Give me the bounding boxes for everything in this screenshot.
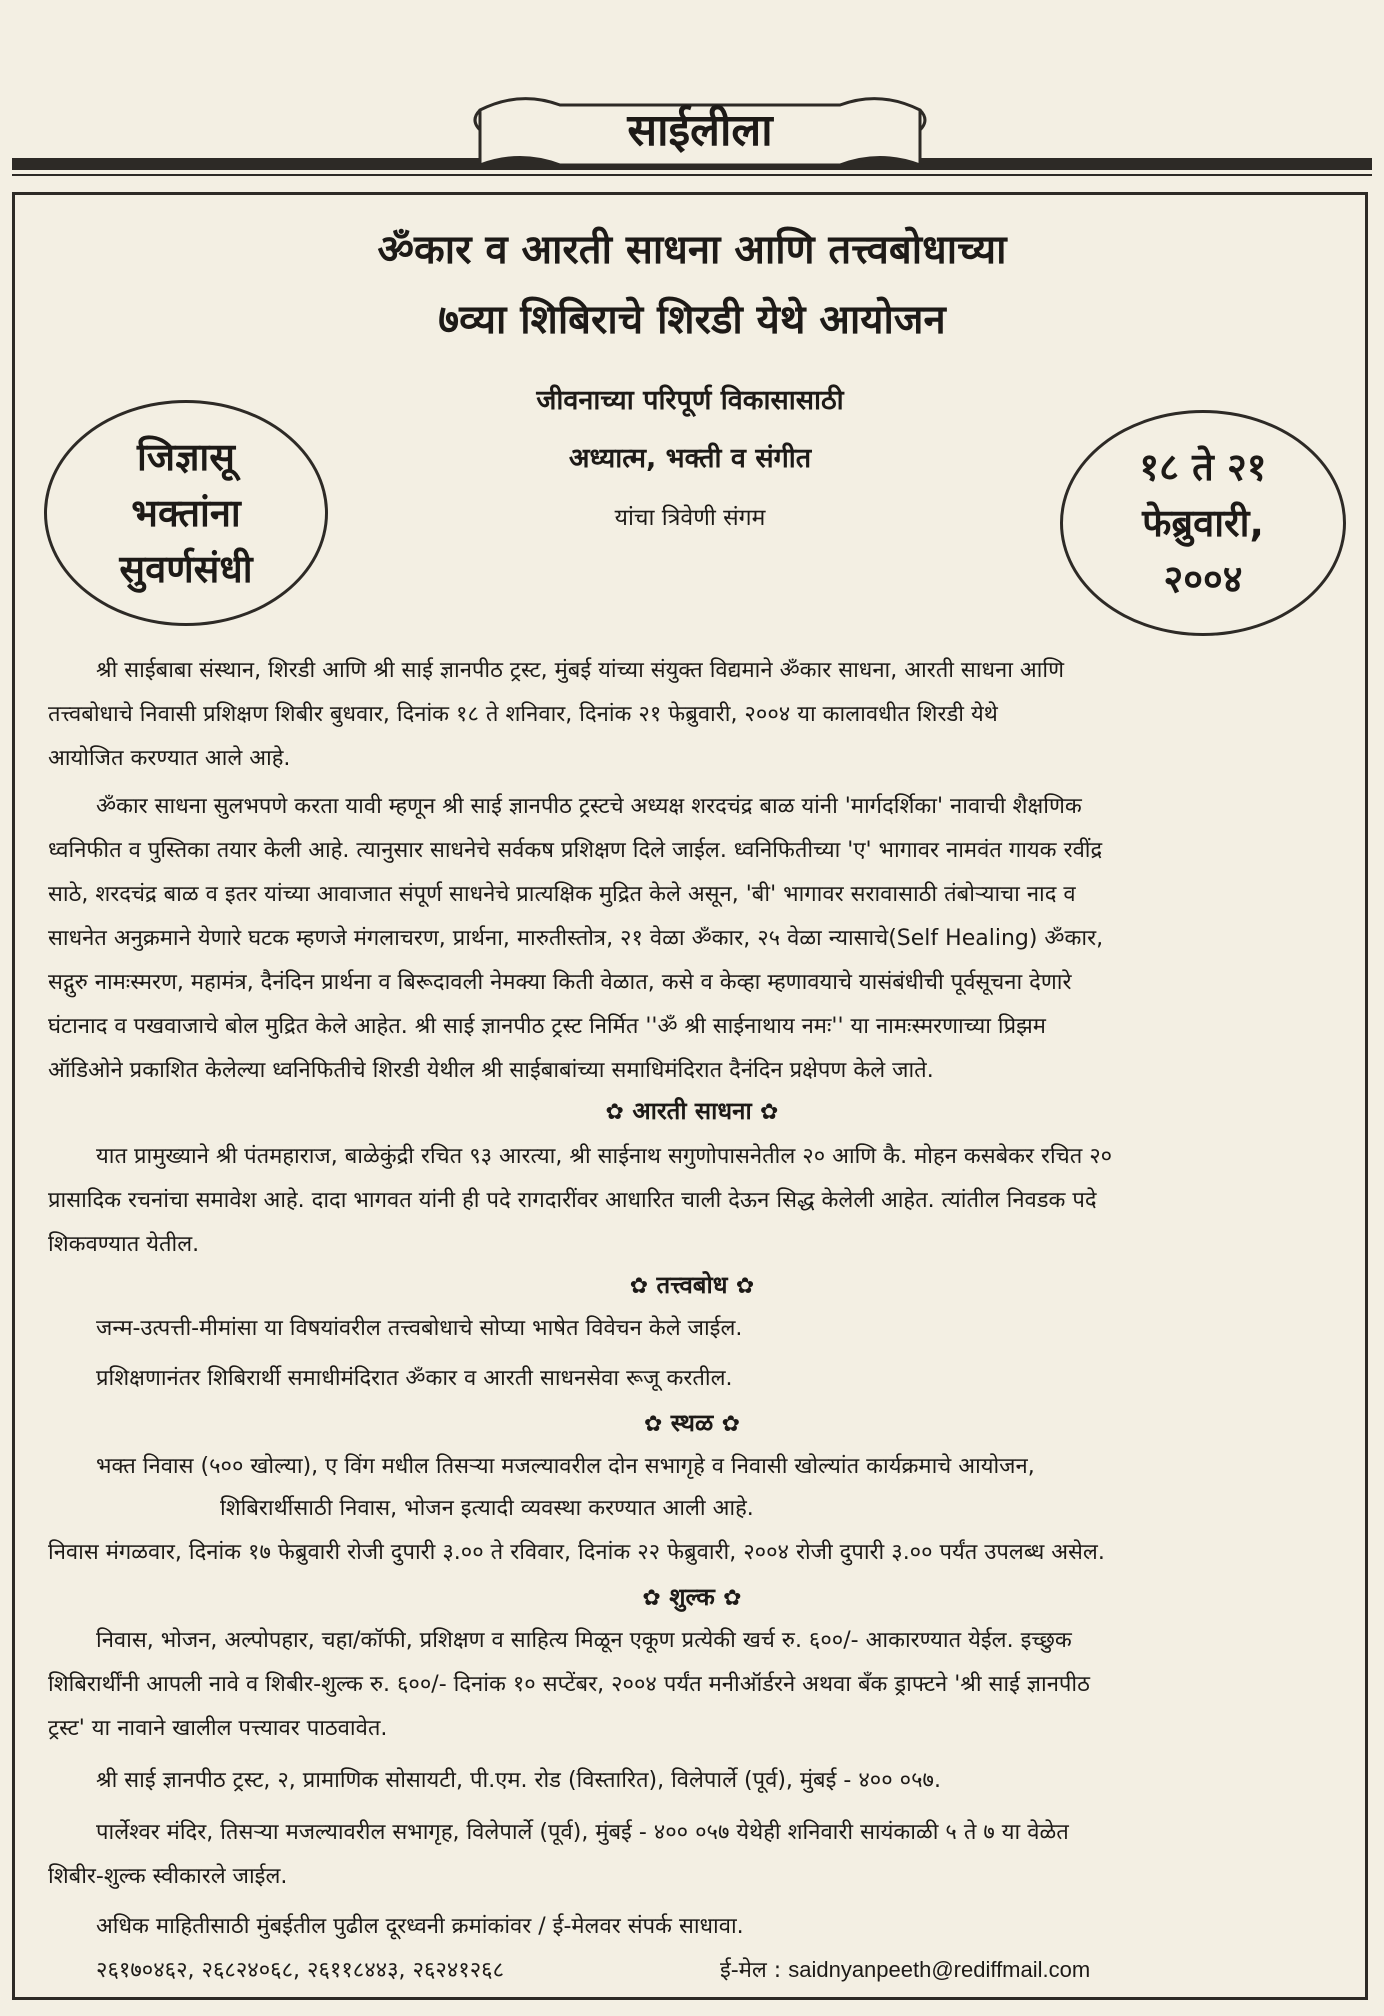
contact-intro: अधिक माहितीसाठी मुंबईतील पुढील दूरध्वनी क्रमांकांवर / ई-मेलवर संपर्क साधावा.	[96, 1914, 744, 1939]
aarti-heading-text: आरती साधना	[632, 1097, 752, 1125]
tattvabodh-heading-text: तत्त्वबोध	[656, 1271, 728, 1299]
left-oval-line-3: सुवर्णसंधी	[119, 547, 253, 591]
flower-icon: ✿	[629, 1274, 649, 1299]
omkar-line: घंटानाद व पखवाजाचे बोल मुद्रित केले आहेत. श्री साई ज्ञानपीठ ट्रस्ट निर्मित ''ॐ श्री साईनाथाय नमः'' या नामःस्मरणाच्या प्रिझम	[48, 1014, 1046, 1039]
masthead-title: साईलीला	[627, 105, 773, 156]
tagline-line-3: यांचा त्रिवेणी संगम	[614, 505, 766, 531]
flower-icon: ✿	[642, 1586, 661, 1611]
fee-line: शिबिरार्थींनी आपली नावे व शिबीर-शुल्क रु. ६००/- दिनांक १० सप्टेंबर, २००४ पर्यंत मनीऑर्डरने अथवा बँक ड्राफ्टने 'श्री साई ज्ञानपीठ	[48, 1672, 1090, 1697]
fee-alt-line: शिबीर-शुल्क स्वीकारले जाईल.	[48, 1864, 288, 1889]
omkar-line: साठे, शरदचंद्र बाळ व इतर यांच्या आवाजात संपूर्ण साधनेचे प्रात्यक्षिक मुद्रित केले असून, 'बी' भागावर सरावासाठी तंबोऱ्याचा नाद व	[48, 882, 1076, 907]
left-oval-line-2: भक्तांना	[131, 491, 241, 535]
headline-line-1: ॐकार व आरती साधना आणि तत्त्वबोधाच्या	[377, 227, 1007, 273]
fee-alt-line: पार्लेश्वर मंदिर, तिसऱ्या मजल्यावरील सभागृह, विलेपार्ले (पूर्व), मुंबई - ४०० ०५७ येथेही शनिवारी सायंकाळी ५ ते ७ या वेळेत	[96, 1820, 1069, 1845]
flower-icon: ✿	[643, 1412, 663, 1437]
fee-address: श्री साई ज्ञानपीठ ट्रस्ट, २, प्रामाणिक सोसायटी, पी.एम. रोड (विस्तारित), विलेपार्ले (पूर्व), मुंबई - ४०० ०५७.	[96, 1768, 941, 1793]
venue-line-3: निवास मंगळवार, दिनांक १७ फेब्रुवारी रोजी दुपारी ३.०० ते रविवार, दिनांक २२ फेब्रुवारी, २००४ रोजी दुपारी ३.०० पर्यंत उपलब्ध असेल.	[48, 1540, 1105, 1565]
email-address: saidnyanpeeth@rediffmail.com	[788, 1957, 1091, 1982]
omkar-line: सद्गुरु नामःस्मरण, महामंत्र, दैनंदिन प्रार्थना व बिरूदावली नेमक्या किती वेळात, कसे व केव्हा म्हणावयाचे यासंबंधीची पूर्वसूचना देणारे	[48, 970, 1072, 995]
left-oval-line-1: जिज्ञासू	[137, 435, 235, 479]
headline-line-2: ७व्या शिबिराचे शिरडी येथे आयोजन	[438, 297, 946, 343]
flower-icon: ✿	[760, 1100, 779, 1125]
date-oval-badge	[1060, 410, 1346, 636]
tagline-line-1: जीवनाच्या परिपूर्ण विकासासाठी	[536, 385, 844, 416]
tattvabodh-heading	[0, 1268, 1384, 1301]
intro-line: आयोजित करण्यात आले आहे.	[48, 746, 291, 771]
intro-line: तत्त्वबोधाचे निवासी प्रशिक्षण शिबीर बुधवार, दिनांक १८ ते शनिवार, दिनांक २१ फेब्रुवारी, २००४ या कालावधीत शिरडी येथे	[48, 702, 998, 727]
flower-icon: ✿	[721, 1412, 741, 1437]
aarti-line: प्रासादिक रचनांचा समावेश आहे. दादा भागवत यांनी ही पदे रागदारींवर आधारित चाली देऊन सिद्ध केलेली आहेत. त्यांतील निवडक पदे	[48, 1188, 1097, 1213]
intro-line: श्री साईबाबा संस्थान, शिरडी आणि श्री साई ज्ञानपीठ ट्रस्ट, मुंबई यांच्या संयुक्त विद्यमाने ॐकार साधना, आरती साधना आणि	[96, 658, 1065, 683]
venue-heading-text: स्थळ	[670, 1409, 714, 1437]
date-oval-line-1: १८ ते २१	[1139, 445, 1267, 489]
date-oval-line-2: फेब्रुवारी,	[1142, 501, 1264, 545]
omkar-line: साधनेत अनुक्रमाने येणारे घटक म्हणजे मंगलाचरण, प्रार्थना, मारुतीस्तोत्र, २१ वेळा ॐकार, २५ वेळा न्यासाचे(Self Healing) ॐकार,	[48, 926, 1104, 951]
omkar-line: ध्वनिफीत व पुस्तिका तयार केली आहे. त्यानुसार साधनेचे सर्वकष प्रशिक्षण दिले जाईल. ध्वनिफितीच्या 'ए' भागावर नामवंत गायक रवींद्र	[48, 838, 1103, 863]
aarti-line: शिकवण्यात येतील.	[48, 1232, 200, 1257]
fee-line: ट्रस्ट' या नावाने खालील पत्त्यावर पाठवावेत.	[48, 1716, 388, 1741]
venue-line-2: शिबिरार्थीसाठी निवास, भोजन इत्यादी व्यवस्था करण्यात आली आहे.	[220, 1496, 754, 1521]
aarti-heading	[0, 1094, 1384, 1127]
email-label: ई-मेल :	[720, 1958, 782, 1983]
flower-icon: ✿	[735, 1274, 755, 1299]
left-oval-badge	[44, 400, 328, 626]
fee-heading-text: शुल्क	[669, 1583, 715, 1611]
flower-icon: ✿	[605, 1100, 624, 1125]
fee-line: निवास, भोजन, अल्पोपहार, चहा/कॉफी, प्रशिक्षण व साहित्य मिळून एकूण प्रत्येकी खर्च रु. ६००/- आकारण्यात येईल. इच्छुक	[96, 1628, 1072, 1653]
tattvabodh-line-2: प्रशिक्षणानंतर शिबिरार्थी समाधीमंदिरात ॐकार व आरती साधनसेवा रूजू करतील.	[96, 1366, 733, 1391]
omkar-line: ऑडिओने प्रकाशित केलेल्या ध्वनिफितीचे शिरडी येथील श्री साईबाबांच्या समाधिमंदिरात दैनंदिन प्रक्षेपण केले जाते.	[48, 1058, 934, 1083]
venue-line-1: भक्त निवास (५०० खोल्या), ए विंग मधील तिसऱ्या मजल्यावरील दोन सभागृहे व निवासी खोल्यांत कार्यक्रमाचे आयोजन,	[96, 1454, 1035, 1479]
tattvabodh-line-1: जन्म-उत्पत्ती-मीमांसा या विषयांवरील तत्त्वबोधाचे सोप्या भाषेत विवेचन केले जाईल.	[96, 1316, 743, 1341]
contact-email-row	[720, 1954, 1090, 1984]
fee-heading	[0, 1580, 1384, 1613]
omkar-line: ॐकार साधना सुलभपणे करता यावी म्हणून श्री साई ज्ञानपीठ ट्रस्टचे अध्यक्ष शरदचंद्र बाळ यांनी 'मार्गदर्शिका' नावाची शैक्षणिक	[96, 794, 1082, 819]
contact-phones: २६१७०४६२, २६८२४०६८, २६११८४४३, २६२४१२६८	[96, 1958, 505, 1983]
flower-icon: ✿	[723, 1586, 742, 1611]
date-oval-line-3: २००४	[1163, 557, 1243, 601]
venue-heading	[0, 1406, 1384, 1439]
tagline-line-2: अध्यात्म, भक्ती व संगीत	[568, 443, 812, 474]
aarti-line: यात प्रामुख्याने श्री पंतमहाराज, बाळेकुंद्री रचित ९३ आरत्या, श्री साईनाथ सगुणोपासनेतील २० आणि कै. मोहन कसबेकर रचित २०	[96, 1144, 1113, 1169]
